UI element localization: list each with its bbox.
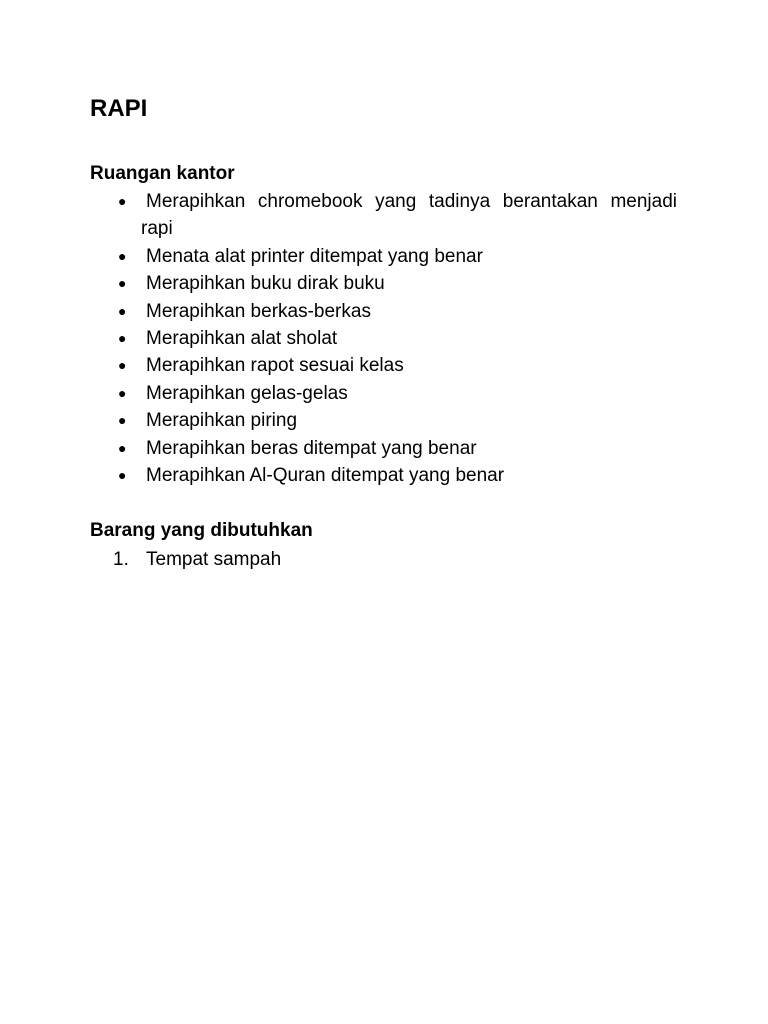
list-item	[0, 407, 677, 434]
bullet-marker: ●	[118, 330, 127, 347]
list-item-text: Merapihkan piring	[146, 410, 298, 432]
bullet-marker: ●	[118, 193, 127, 209]
bullet-marker: ●	[118, 302, 127, 319]
list-item	[0, 270, 677, 297]
bullet-marker: ●	[118, 247, 127, 264]
list-item	[0, 546, 677, 573]
list-item	[0, 243, 677, 270]
list-item-text: Merapihkan beras ditempat yang benar	[146, 437, 477, 459]
list-item	[0, 435, 677, 462]
bullet-list-ruangan-kantor	[0, 188, 677, 489]
list-item-text: Merapihkan berkas-berkas	[146, 300, 371, 322]
list-item-text: Merapihkan gelas-gelas	[146, 382, 348, 404]
bullet-marker: ●	[118, 275, 127, 292]
section-heading-barang-yang-dibutuhkan: Barang yang dibutuhkan	[90, 520, 313, 541]
list-number: 1.	[113, 549, 129, 570]
bullet-marker: ●	[118, 384, 127, 401]
list-item	[0, 325, 677, 352]
bullet-marker: ●	[118, 412, 127, 429]
document-title: RAPI	[90, 95, 148, 122]
section-heading-ruangan-kantor: Ruangan kantor	[90, 163, 235, 184]
bullet-marker: ●	[118, 357, 127, 374]
list-item	[0, 352, 677, 379]
list-item-text: Merapihkan buku dirak buku	[146, 273, 385, 295]
list-item-text: Merapihkan alat sholat	[146, 328, 338, 350]
list-item-text: Merapihkan Al-Quran ditempat yang benar	[146, 465, 505, 487]
bullet-marker: ●	[118, 467, 127, 484]
list-item-text: Tempat sampah	[146, 549, 282, 570]
list-item	[0, 462, 677, 489]
list-item	[0, 298, 677, 325]
list-item-text-continuation: rapi	[141, 218, 173, 240]
bullet-marker: ●	[118, 439, 127, 456]
list-item	[0, 380, 677, 407]
list-item-text: Menata alat printer ditempat yang benar	[146, 245, 483, 267]
numbered-list-barang-yang-dibutuhkan	[0, 546, 677, 573]
list-item	[0, 188, 677, 243]
list-item-text: Merapihkan rapot sesuai kelas	[146, 355, 404, 377]
list-item-text: Merapihkan chromebook yang tadinya berantakan menjadi	[146, 191, 677, 212]
